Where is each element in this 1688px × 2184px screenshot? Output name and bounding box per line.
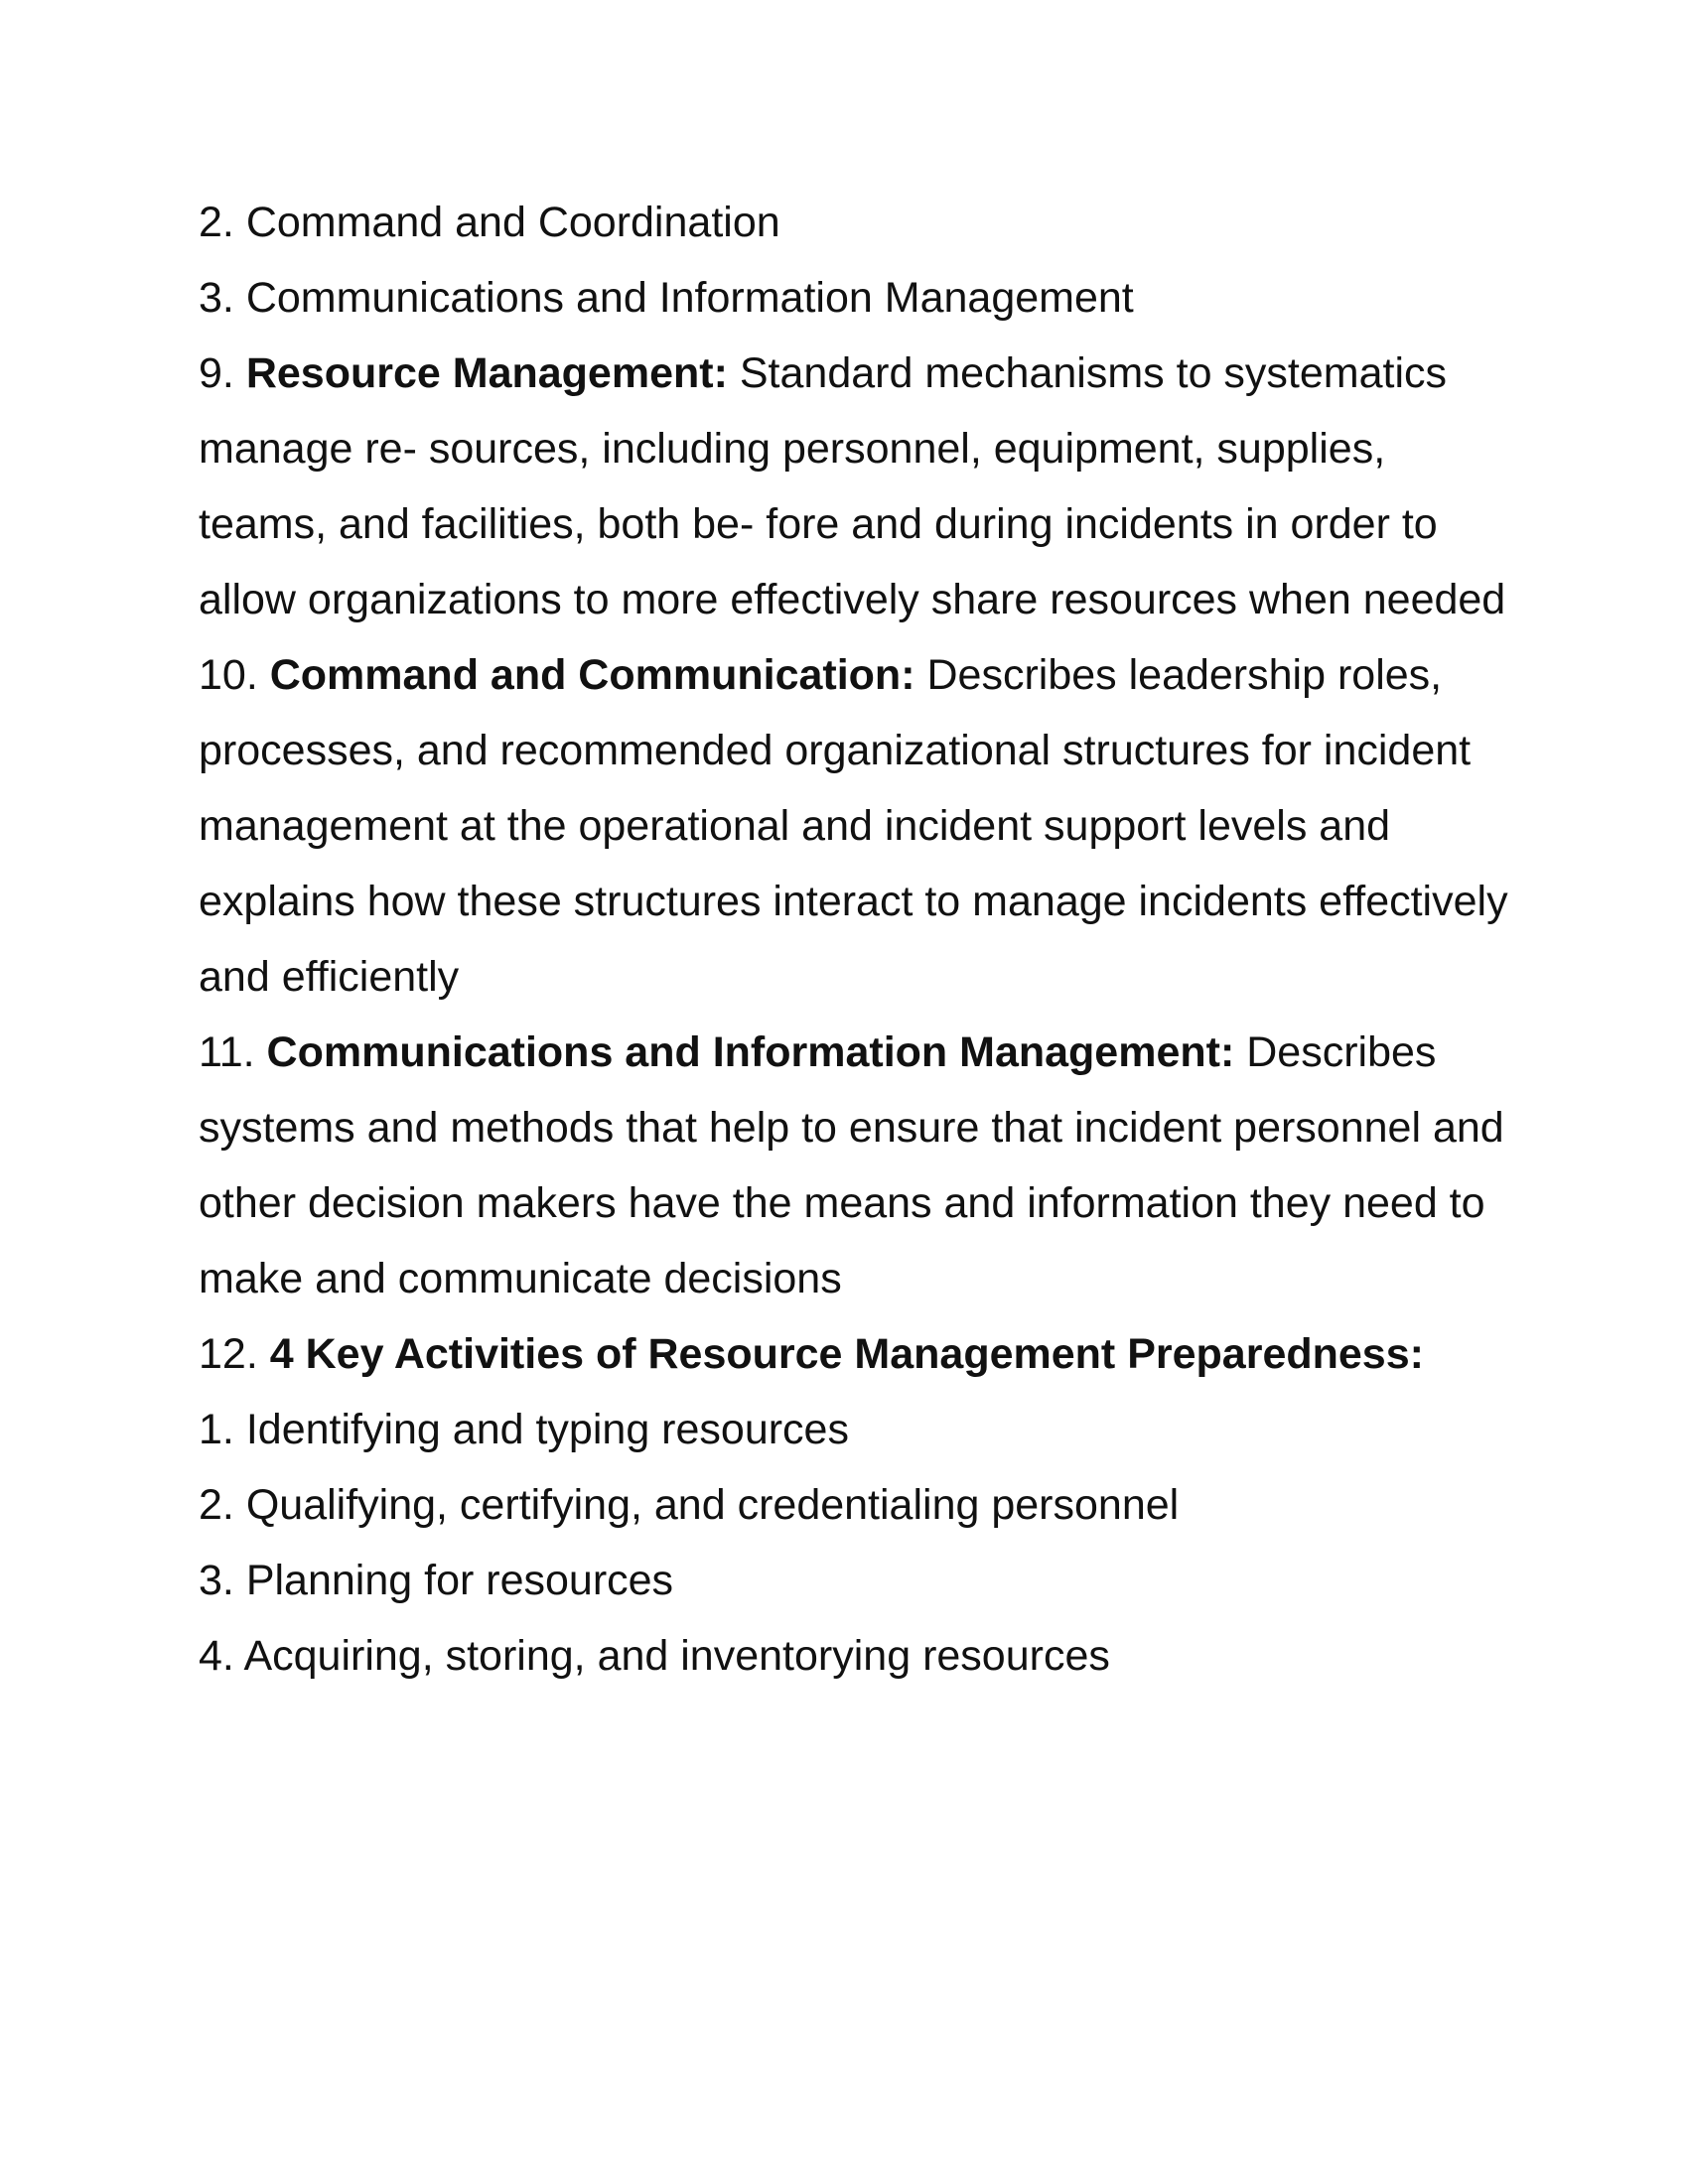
item-text: Communications and Information Management: [245, 274, 1134, 322]
activity-item: [199, 1618, 1509, 1694]
entry-description: Standard mechanisms to systematics manage re- sources, including personnel, equipment, supplies, teams, and facilities, both be- fore and during incidents in order to allow organizations to more effectively share resources when needed: [199, 349, 1506, 623]
entry-term: Command and Communication:: [269, 651, 915, 699]
entry-description: Describes systems and methods that help to ensure that incident personnel and other decision makers have the means and information they need to make and communicate decisions: [199, 1028, 1504, 1302]
list-item: [199, 260, 1509, 336]
entry-number: 9.: [199, 349, 234, 397]
entry-number: 10.: [199, 651, 258, 699]
item-number: 2.: [199, 1481, 234, 1529]
document-body: [199, 185, 1509, 1694]
definition-entry: [199, 336, 1509, 637]
definition-entry: [199, 1316, 1509, 1392]
entry-number: 12.: [199, 1330, 258, 1378]
activity-item: [199, 1543, 1509, 1618]
entry-number: 11.: [199, 1028, 255, 1076]
activity-item: [199, 1392, 1509, 1467]
definition-entry: [199, 637, 1509, 1015]
item-text: Planning for resources: [245, 1557, 674, 1604]
item-number: 3.: [199, 1557, 234, 1604]
entry-term: Resource Management:: [245, 349, 728, 397]
entry-description: Describes leadership roles, processes, and recommended organizational structures for incident management at the operational and incident support levels and explains how these structures interact to manage incidents effectively and efficiently: [199, 651, 1508, 1001]
item-text: Acquiring, storing, and inventorying resources: [243, 1632, 1110, 1680]
item-number: 2.: [199, 199, 234, 246]
item-number: 4.: [199, 1632, 234, 1680]
entry-term: Communications and Information Management:: [266, 1028, 1235, 1076]
list-item: [199, 185, 1509, 260]
item-text: Identifying and typing resources: [245, 1406, 849, 1453]
definition-entry: [199, 1015, 1509, 1316]
item-number: 1.: [199, 1406, 234, 1453]
item-text: Qualifying, certifying, and credentialing personnel: [245, 1481, 1180, 1529]
item-number: 3.: [199, 274, 234, 322]
activity-item: [199, 1467, 1509, 1543]
item-text: Command and Coordination: [245, 199, 780, 246]
entry-term: 4 Key Activities of Resource Management Preparedness:: [269, 1330, 1424, 1378]
